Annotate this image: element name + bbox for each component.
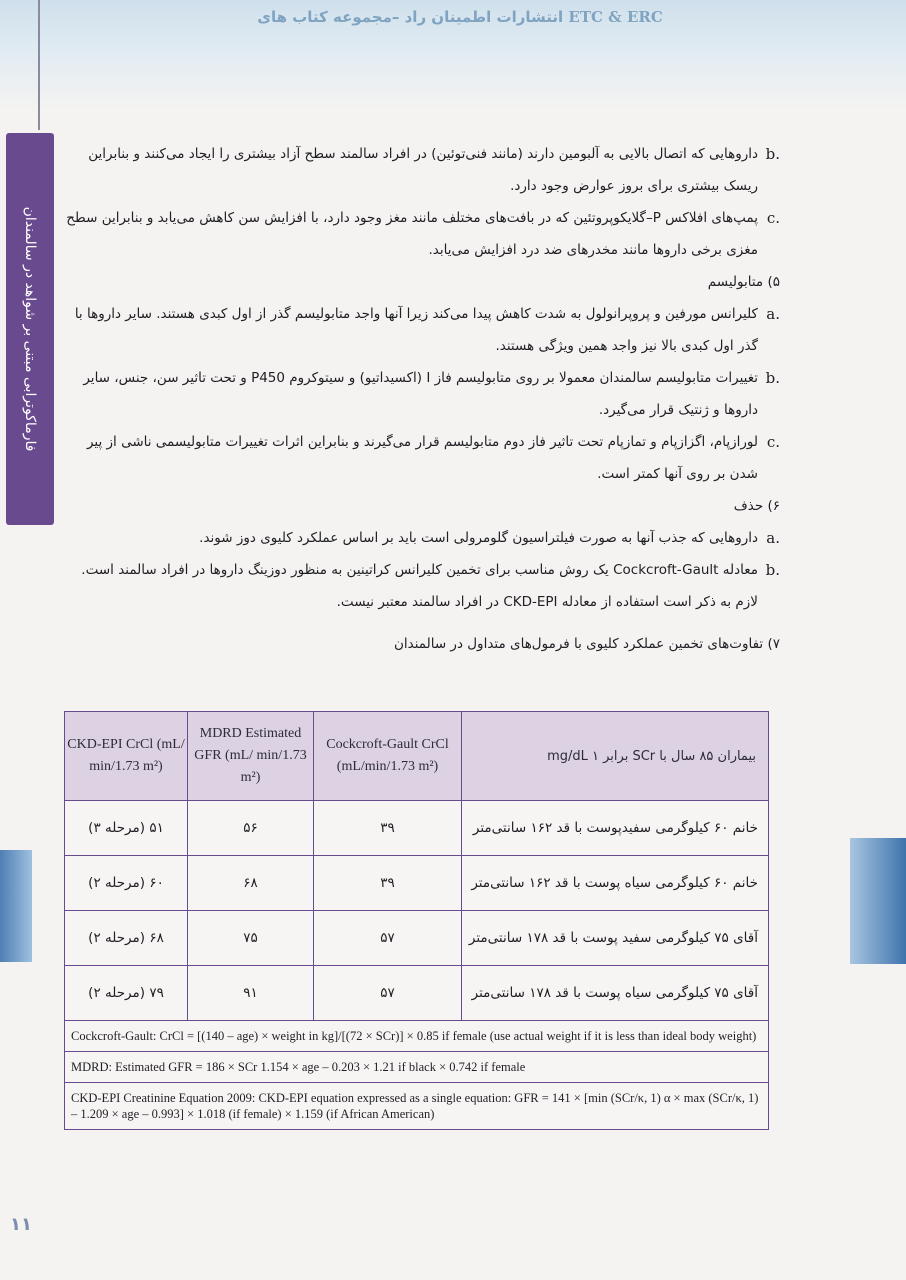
formula-cockcroft: Cockcroft-Gault: CrCl = [(140 – age) × weight in kg]/[(72 × SCr)] × 0.85 if female (use actual weight if it is less than ideal body weight) <box>65 1021 769 1052</box>
cell-mdrd: ۷۵ <box>188 911 314 966</box>
item-marker: c. <box>766 433 780 451</box>
formula-mdrd: MDRD: Estimated GFR = 186 × SCr 1.154 × age – 0.203 × 1.21 if black × 0.742 if female <box>65 1052 769 1083</box>
item-text: داروهایی که اتصال بالایی به آلبومین دارند (مانند فنی‌توئین) در افراد سالمند سطح آزاد بیشتری را ایجاد می‌کنند و بنابراین ریسک بیشتری برای بروز عوارض وجود دارد. <box>88 146 758 194</box>
item-b-phase1 <box>60 362 780 426</box>
item-text: داروهایی که جذب آنها به صورت فیلتراسیون گلومرولی است باید بر اساس عملکرد کلیوی دوز شوند. <box>199 530 758 546</box>
header-title-en: ETC & ERC <box>568 8 663 26</box>
formula-ckd: CKD-EPI Creatinine Equation 2009: CKD-EPI equation expressed as a single equation: GFR = 141 × [min (SCr/κ, 1) α × max (SCr/κ, 1) – 1.209 × age – 0.993] × 1.018 (if female) × 1.159 (if African American) <box>65 1083 769 1130</box>
side-tab-text: فارماکوترابی مبتنی بر شواهد در سالمندان <box>22 206 38 452</box>
item-a-glomerular <box>60 522 780 554</box>
table-row <box>65 801 769 856</box>
item-text: پمپ‌های افلاکس P–گلایکوپروتئین که در بافت‌های مختلف مانند مغز وجود دارد، با افزایش سن کاهش می‌یابد و بنابراین سطح مغزی برخی داروها مانند مخدرهای ضد درد افزایش می‌یابد. <box>66 210 758 258</box>
page-number: ۱۱ <box>10 1214 32 1235</box>
item-a-morphine <box>60 298 780 362</box>
cell-cockcroft: ۳۹ <box>314 801 462 856</box>
item-marker: b. <box>765 145 780 163</box>
cell-mdrd: ۶۸ <box>188 856 314 911</box>
cell-mdrd: ۹۱ <box>188 966 314 1021</box>
cell-ckd: ۶۰ (مرحله ۲) <box>65 856 188 911</box>
item-text: تغییرات متابولیسم سالمندان معمولا بر روی متابولیسم فاز I (اکسیداتیو) و سیتوکروم P450 و تحت تاثیر سن، جنس، سایر داروها و ژنتیک قرار می‌گیرد. <box>83 370 758 418</box>
item-marker: b. <box>765 369 780 387</box>
blue-edge-marker-left <box>0 850 32 962</box>
cell-ckd: ۵۱ (مرحله ۳) <box>65 801 188 856</box>
header-ckd-epi: CKD-EPI CrCl (mL/ min/1.73 m²) <box>65 712 188 801</box>
item-text: کلیرانس مورفین و پروپرانولول به شدت کاهش پیدا می‌کند زیرا آنها واجد متابولیسم گذر از اول کبدی هستند. سایر داروها با گذر اول کبدی بالا نیز واجد همین ویژگی هستند. <box>74 306 758 354</box>
section-heading-metabolism: ۵) متابولیسم <box>707 274 780 290</box>
running-header <box>200 8 720 26</box>
item-c-lorazepam <box>60 426 780 490</box>
item-text: معادله Cockcroft-Gault یک روش مناسب برای تخمین کلیرانس کراتینین به منظور دوزینگ داروها در افراد سالمند است. لازم به ذکر است استفاده از معادله CKD-EPI در افراد سالمند معتبر نیست. <box>81 562 758 610</box>
formula-row-mdrd <box>65 1052 769 1083</box>
item-text: لورازپام، اگزازپام و تمازپام تحت تاثیر فاز دوم متابولیسم قرار می‌گیرند و بنابراین اثرات تغییرات متابولیسمی ناشی از پیر شدن بر روی آنها کمتر است. <box>86 434 758 482</box>
header-mdrd: MDRD Estimated GFR (mL/ min/1.73 m²) <box>188 712 314 801</box>
header-patient: بیماران ۸۵ سال با SCr برابر ۱ mg/dL <box>462 712 769 801</box>
cell-cockcroft: ۵۷ <box>314 966 462 1021</box>
item-b-cockcroft <box>60 554 780 618</box>
cell-patient: خانم ۶۰ کیلوگرمی سیاه پوست با قد ۱۶۲ سانتی‌متر <box>462 856 769 911</box>
header-title-fa: انتشارات اطمینان راد –مجموعه کتاب های <box>257 8 564 26</box>
cell-ckd: ۶۸ (مرحله ۲) <box>65 911 188 966</box>
cell-patient: آقای ۷۵ کیلوگرمی سیاه پوست با قد ۱۷۸ سانتی‌متر <box>462 966 769 1021</box>
table-row <box>65 856 769 911</box>
cell-cockcroft: ۵۷ <box>314 911 462 966</box>
section-heading-renal: ۷) تفاوت‌های تخمین عملکرد کلیوی با فرمول‌های متداول در سالمندان <box>393 636 780 652</box>
cell-mdrd: ۵۶ <box>188 801 314 856</box>
item-c-pgp <box>60 202 780 266</box>
item-marker: c. <box>766 209 780 227</box>
cell-ckd: ۷۹ (مرحله ۲) <box>65 966 188 1021</box>
formula-row-cockcroft <box>65 1021 769 1052</box>
cell-patient: آقای ۷۵ کیلوگرمی سفید پوست با قد ۱۷۸ سانتی‌متر <box>462 911 769 966</box>
item-b-albumin <box>60 138 780 202</box>
cell-cockcroft: ۳۹ <box>314 856 462 911</box>
table-row <box>65 966 769 1021</box>
formula-row-ckd <box>65 1083 769 1130</box>
renal-function-table <box>64 711 768 1130</box>
section-heading-elimination: ۶) حذف <box>733 498 780 514</box>
left-rule <box>38 0 40 130</box>
item-marker: b. <box>765 561 780 579</box>
cell-patient: خانم ۶۰ کیلوگرمی سفیدپوست با قد ۱۶۲ سانتی‌متر <box>462 801 769 856</box>
item-marker: a. <box>766 529 780 547</box>
body-text <box>60 138 780 660</box>
item-marker: a. <box>766 305 780 323</box>
table-row <box>65 911 769 966</box>
header-cockcroft: Cockcroft-Gault CrCl (mL/min/1.73 m²) <box>314 712 462 801</box>
table-header-row <box>65 712 769 801</box>
blue-edge-marker-right <box>850 838 906 964</box>
